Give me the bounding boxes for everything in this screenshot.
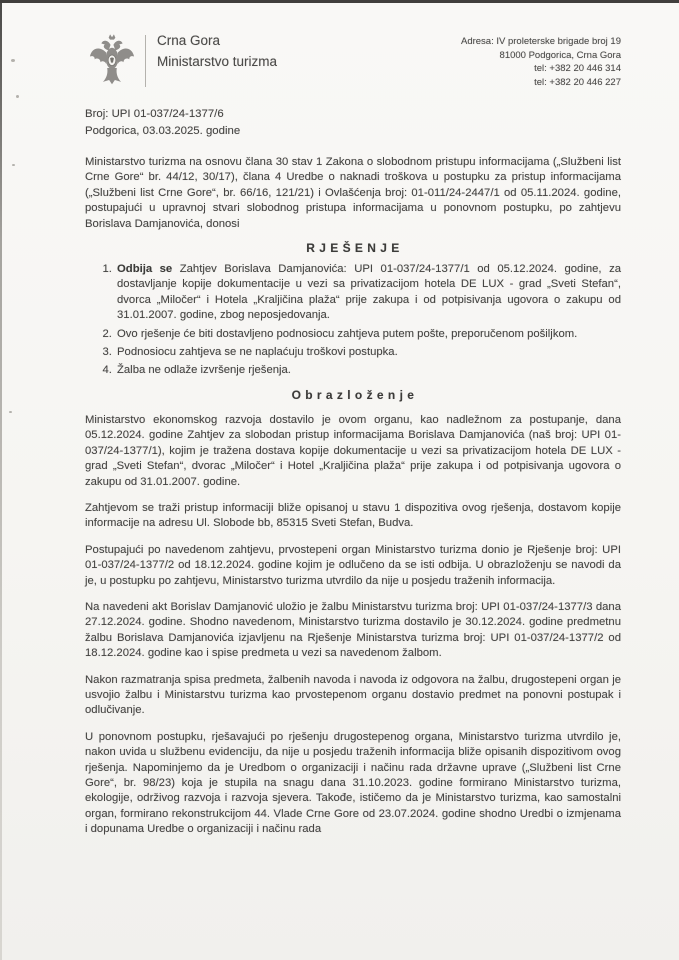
decision-item: 4. Žalba ne odlaže izvršenje rješenja. — [115, 363, 621, 378]
coat-of-arms-montenegro-icon — [88, 33, 136, 94]
address-line: Adresa: IV proleterske brigade broj 19 — [460, 36, 621, 47]
org-block — [157, 32, 277, 70]
decision-item: 2. Ovo rješenje će biti dostavljeno podnosiocu zahtjeva putem pošte, preporučenom pošiljkom. — [115, 327, 621, 342]
decision-heading: R J E Š E N J E — [306, 241, 400, 256]
place-date-line: Podgorica, 03.03.2025. godine — [85, 124, 241, 137]
body-paragraph: U ponovnom postupku, rješavajući po rješenju drugostepenog organa, Ministarstvo turizma utvrdilo je, nakon uvida u službenu evidenciju, da nije u posjedu traženih informacija bliže opisanih dispozitivom ovog rješenja. Napominjemo da je Uredbom o organizaciji i načinu rada državne uprave („Službeni list Crne Gore“, br. 98/23) koja je stupila na snagu dana 31.10.2023. godine formirano Ministarstvo turizma, ekologije, održivog razvoja i razvoja sjevera. Takođe, ističemo da je Ministarstvo turizma, kao samostalni organ, formirano rekonstrukcijom 44. Vlade Crne Gore od 23.07.2024. godine shodno Uredbi o izmjenama i dopunama Uredbe o organizaciji i načinu rada — [85, 730, 621, 836]
document-number: Broj: UPI 01-037/24-1377/6 — [85, 108, 224, 120]
decision-item: 3. Podnosiocu zahtjeva se ne naplaćuju troškovi postupka. — [115, 345, 621, 360]
org-country: Crna Gora — [157, 33, 221, 48]
body-paragraph: Nakon razmatranja spisa predmeta, žalbenih navoda i navoda iz odgovora na žalbu, drugostepeni organ je usvojio žalbu i Ministarstvu turizma kao prvostepenom organu dostavio predmet na ponovni postupak i odlučivanje. — [85, 673, 621, 717]
explanation-heading: O b r a z l o ž e n j e — [291, 387, 415, 402]
letterhead-divider — [145, 35, 146, 87]
decision-item: 1. Odbija se Zahtjev Borislava Damjanovića: UPI 01-037/24-1377/1 od 05.12.2024. godine, za dostavljanje kopije dokumentacije u vezi sa privatizacijom hotela DE LUX - grad „Sveti Stefan“, dvorca „Miločer“ i Hotela „Kraljičina plaža“ prije zakupa i od potpisivanja ugovora o zakupu od 31.01.2007. godine, zbog neposjedovanja. — [115, 262, 621, 324]
decision-list — [85, 262, 621, 379]
body-paragraph: Ministarstvo ekonomskog razvoja dostavilo je ovom organu, kao nadležnom za postupanje, dana 05.12.2024. godine Zahtjev za slobodan pristup informacijama Borislava Damjanovića (naš broj: UPI 01-037/24-1377/1), kojim je tražena dostava kopije dokumentacije u vezi sa privatizacijom hotela DE LUX - grad „Sveti Stefan“, dvorac „Miločer“ i Hotel „Kraljičina plaža“ prije zakupa i od potpisivanja ugovora o zakupu od 31.01.2007. godine. — [85, 413, 621, 488]
address-line: tel: +382 20 446 314 — [534, 63, 621, 74]
org-name: Ministarstvo turizma — [157, 54, 278, 69]
scan-speck — [12, 164, 15, 166]
letterhead — [85, 31, 621, 97]
scan-speck — [16, 95, 19, 98]
scan-speck — [11, 59, 15, 62]
explanation-body — [85, 413, 621, 838]
scan-speck — [9, 411, 12, 413]
address-line: 81000 Podgorica, Crna Gora — [499, 49, 621, 61]
intro-paragraph: Ministarstvo turizma na osnovu člana 30 stav 1 Zakona o slobodnom pristupu informacijama („Službeni list Crne Gore“ br. 44/12, 30/17), člana 4 Uredbe o naknadi troškova u postupku za pristup informacijama („Službeni list Crne Gore“, br. 66/16, 121/21) i Ovlašćenja broj: 01-011/24-2447/1 od 05.11.2024. godine, postupajući u upravnoj stvari slobodnog pristupa informacijama u ponovnom postupku, po zahtjevu Borislava Damjanovića, donosi — [85, 156, 621, 230]
address-line: tel: +382 20 446 227 — [534, 76, 621, 88]
scan-edge-left — [0, 3, 2, 960]
body-paragraph: Na navedeni akt Borislav Damjanović uložio je žalbu Ministarstvu turizma broj: UPI 01-037/24-1377/3 dana 27.12.2024. godine. Shodno navedenom, Ministarstvo turizma dostavilo je 30.12.2024. godine predmetnu žalbu Borislava Damjanovića izjavljenu na Rješenje Ministarstva turizma broj: UPI 01-037/24-1377/2 od 18.12.2024. godine kao i spise predmeta u vezi sa navedenom žalbom. — [85, 600, 621, 660]
body-paragraph: Zahtjevom se traži pristup informaciji bliže opisanoj u stavu 1 dispozitiva ovog rješenja, dostavom kopije informacije na adresu Ul. Slobode bb, 85315 Sveti Stefan, Budva. — [85, 501, 621, 530]
body-paragraph: Postupajući po navedenom zahtjevu, prvostepeni organ Ministarstvo turizma donio je Rješenje broj: UPI 01-037/24-1377/2 od 18.12.2024. godine kojim je odlučeno da se isti odbija. U obrazloženju se navodi da je, u postupku po zahtjevu, Ministarstvo turizma utvrdilo da nije u posjedu traženih informacija. — [85, 543, 621, 587]
address-block — [461, 35, 621, 89]
document-meta — [85, 106, 621, 139]
decision-item-lead: Odbija se — [117, 263, 173, 276]
